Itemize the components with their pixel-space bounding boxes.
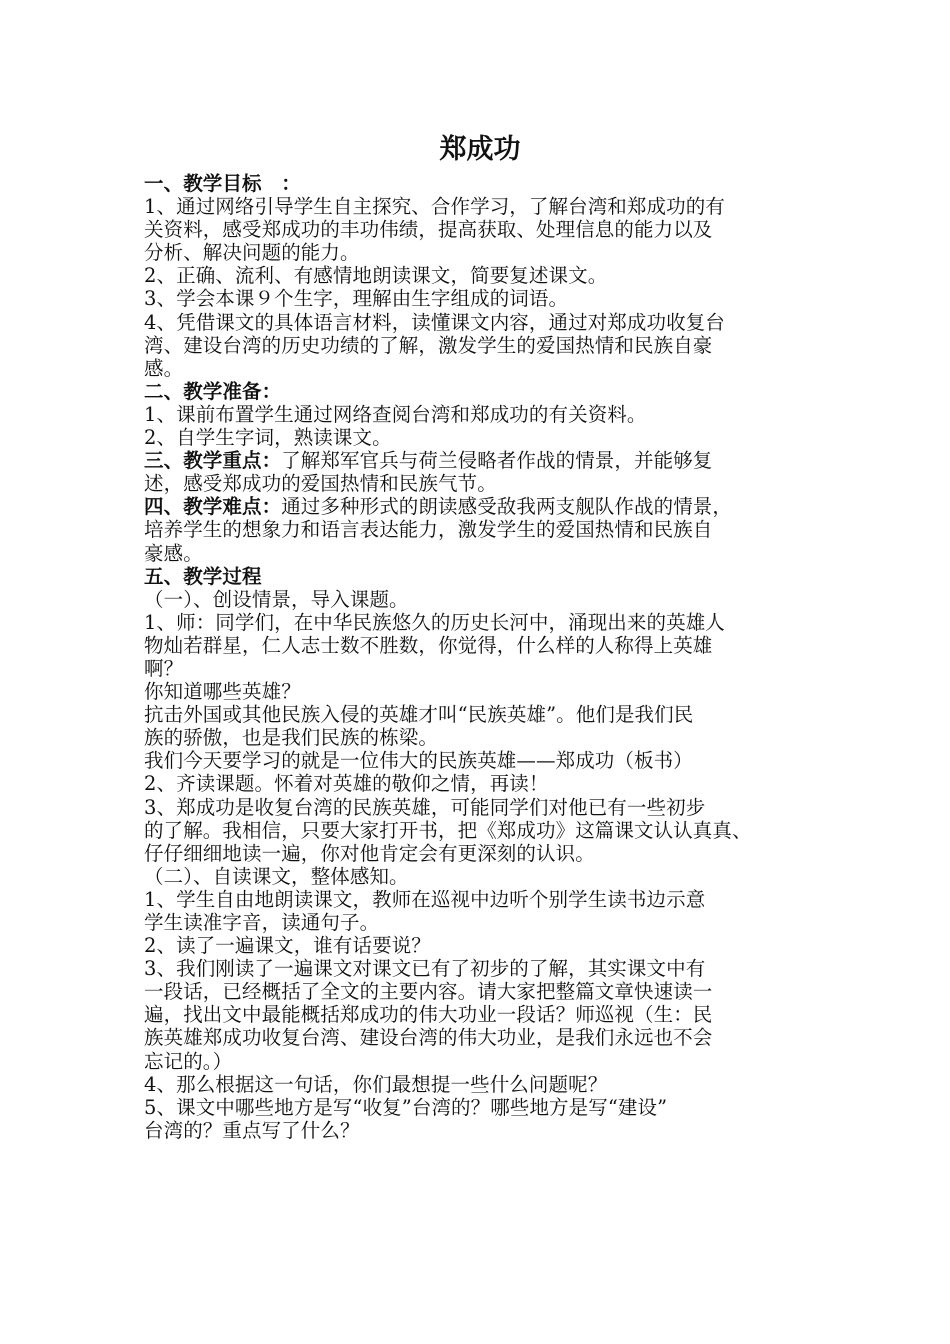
line-text: 1、学生自由地朗读课文，教师在巡视中边听个别学生读书边示意: [144, 887, 706, 911]
text-line: [144, 980, 808, 1003]
text-line: [144, 1050, 808, 1073]
line-text: 关资料，感受郑成功的丰功伟绩，提高获取、处理信息的能力以及: [144, 218, 713, 242]
line-text: 培养学生的想象力和语言表达能力，激发学生的爱国热情和民族自: [144, 518, 713, 542]
line-text: 2、正确、流利、有感情地朗读课文，简要复述课文。: [144, 264, 608, 288]
line-text: 3、郑成功是收复台湾的民族英雄，可能同学们对他已有一些初步: [144, 795, 706, 819]
text-line: [144, 957, 808, 980]
text-line: [144, 934, 808, 957]
section-heading: 四、教学难点：: [144, 495, 282, 519]
text-line: [144, 1003, 808, 1026]
line-text: 3、我们刚读了一遍课文对课文已有了初步的了解，其实课文中有: [144, 957, 706, 981]
line-text: 仔仔细细地读一遍，你对他肯定会有更深刻的认识。: [144, 841, 595, 865]
text-line: [144, 311, 808, 334]
text-line: [144, 334, 808, 357]
line-text: 豪感。: [144, 541, 203, 565]
line-text: 族英雄郑成功收复台湾、建设台湾的伟大功业，是我们永远也不会: [144, 1026, 713, 1050]
document-page: [144, 128, 808, 1142]
text-line: [144, 1096, 808, 1119]
line-text: 2、自学生字词，熟读课文。: [144, 426, 392, 450]
section-heading: 三、教学重点：: [144, 449, 282, 473]
text-line: [144, 380, 808, 403]
line-text: 3、学会本课９个生字，理解由生字组成的词语。: [144, 287, 569, 311]
line-text: 1、师：同学们，在中华民族悠久的历史长河中，涌现出来的英雄人: [144, 610, 725, 634]
line-text: 学生读准字音，读通句子。: [144, 911, 380, 934]
line-text: 抗击外国或其他民族入侵的英雄才叫“民族英雄”。他们是我们民: [144, 703, 694, 727]
text-line: [144, 703, 808, 726]
document-body: [144, 172, 808, 1142]
text-line: [144, 426, 808, 449]
text-line: [144, 842, 808, 865]
line-text: 台湾的？重点写了什么？: [144, 1118, 360, 1142]
text-line: [144, 772, 808, 795]
text-line: [144, 449, 808, 472]
line-text: 啊？: [144, 656, 184, 680]
line-text: 分析、解决问题的能力。: [144, 241, 360, 265]
document-title: 郑成功: [439, 134, 521, 165]
line-text: 述，感受郑成功的爱国热情和民族气节。: [144, 472, 497, 496]
line-text: 湾、建设台湾的历史功绩的了解，激发学生的爱国热情和民族自豪: [144, 333, 713, 357]
text-line: [144, 1119, 808, 1142]
text-line: [144, 264, 808, 287]
line-text: （一）、创设情景，导入课题。: [144, 587, 409, 611]
text-line: [144, 611, 808, 634]
text-line: [144, 218, 808, 241]
section-heading: 二、教学准备：: [144, 379, 282, 403]
text-line: [144, 796, 808, 819]
text-line: [144, 241, 808, 264]
line-text: 4、凭借课文的具体语言材料，读懂课文内容，通过对郑成功收复台: [144, 310, 725, 334]
text-line: [144, 680, 808, 703]
line-text: 通过多种形式的朗读感受敌我两支舰队作战的情景，: [281, 495, 733, 519]
text-line: [144, 495, 808, 518]
line-text: 了解郑军官兵与荷兰侵略者作战的情景，并能够复: [281, 449, 713, 473]
text-line: [144, 357, 808, 380]
text-line: [144, 1073, 808, 1096]
text-line: [144, 472, 808, 495]
line-text: 2、读了一遍课文，谁有话要说？: [144, 934, 431, 958]
line-text: 2、齐读课题。怀着对英雄的敬仰之情，再读！: [144, 772, 549, 796]
line-text: 忘记的。）: [144, 1049, 233, 1073]
line-text: 遍，找出文中最能概括郑成功的伟大功业一段话？师巡视（生：民: [144, 1003, 713, 1027]
text-line: [144, 542, 808, 565]
text-line: [144, 657, 808, 680]
line-text: 1、通过网络引导学生自主探究、合作学习，了解台湾和郑成功的有: [144, 195, 725, 219]
section-heading: 一、教学目标 ：: [144, 172, 301, 195]
line-text: 一段话，已经概括了全文的主要内容。请大家把整篇文章快速读一: [144, 980, 713, 1004]
line-text: 的了解。我相信，只要大家打开书，把《郑成功》这篇课文认认真真、: [144, 818, 752, 842]
section-heading: 五、教学过程: [144, 564, 262, 588]
line-text: 1、课前布置学生通过网络查阅台湾和郑成功的有关资料。: [144, 402, 647, 426]
text-line: [144, 172, 808, 195]
text-line: [144, 749, 808, 772]
text-line: [144, 865, 808, 888]
text-line: [144, 588, 808, 611]
text-line: [144, 726, 808, 749]
text-line: [144, 565, 808, 588]
text-line: [144, 1026, 808, 1049]
line-text: 我们今天要学习的就是一位伟大的民族英雄——郑成功（板书）: [144, 749, 693, 773]
text-line: [144, 518, 808, 541]
line-text: （二）、自读课文，整体感知。: [144, 864, 409, 888]
text-line: [144, 195, 808, 218]
line-text: 感。: [144, 356, 184, 380]
line-text: 5、课文中哪些地方是写“收复”台湾的？哪些地方是写“建设”: [144, 1095, 668, 1119]
text-line: [144, 634, 808, 657]
text-line: [144, 888, 808, 911]
line-text: 你知道哪些英雄？: [144, 680, 301, 704]
line-text: 物灿若群星，仁人志士数不胜数，你觉得，什么样的人称得上英雄: [144, 633, 713, 657]
text-line: [144, 403, 808, 426]
text-line: [144, 911, 808, 934]
text-line: [144, 287, 808, 310]
text-line: [144, 819, 808, 842]
line-text: 4、那么根据这一句话，你们最想提一些什么问题呢？: [144, 1072, 608, 1096]
line-text: 族的骄傲，也是我们民族的栋梁。: [144, 726, 439, 750]
